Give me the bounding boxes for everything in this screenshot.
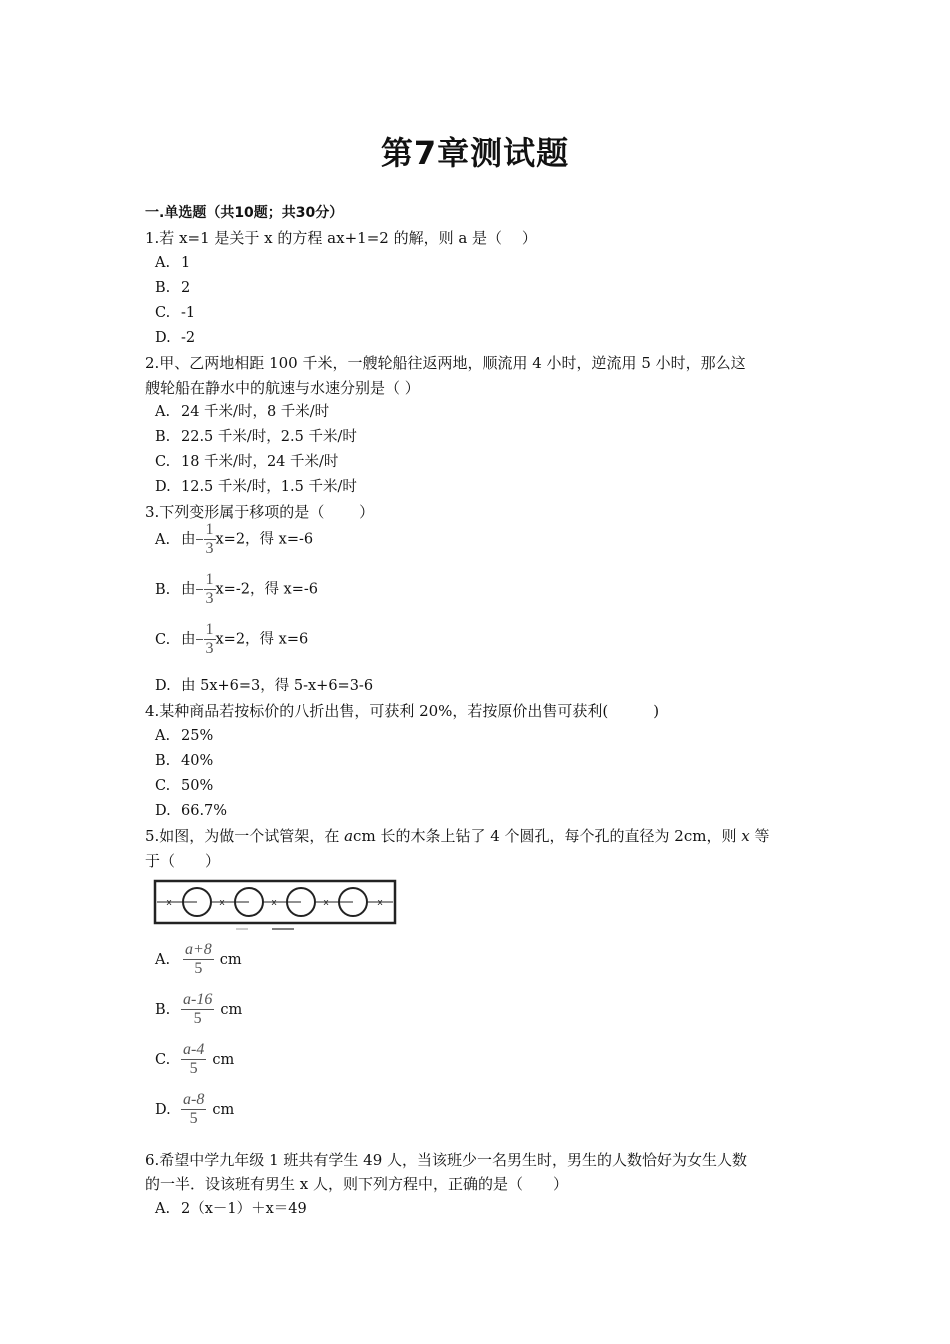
minus-sign xyxy=(196,589,203,591)
section-heading: 一.单选题（共10题；共30分） xyxy=(145,205,344,221)
question-6-stem-line-1: 6.希望中学九年级 1 班共有学生 49 人，当该班少一名男生时，男生的人数恰好为女生人数 xyxy=(145,1151,748,1169)
question-1-option-b[interactable]: B. 2 xyxy=(155,280,191,296)
question-1-stem: 1.若 x=1 是关于 x 的方程 ax+1=2 的解，则 a 是（ ） xyxy=(145,229,537,247)
question-3-option-c[interactable]: C. 由 $\frac{1}{3}$ x=2，得 x=6 xyxy=(155,621,309,657)
fraction-option-a: $\frac{a+8}{5}$ xyxy=(185,941,212,977)
fraction-option-b: $\frac{a-16}{5}$ xyxy=(183,991,213,1027)
question-4-option-c[interactable]: C. 50% xyxy=(155,778,214,794)
minus-sign xyxy=(196,539,203,541)
gap-label: x xyxy=(323,898,329,908)
question-6-stem-line-2: 的一半．设该班有男生 x 人，则下列方程中，正确的是（ ） xyxy=(145,1175,568,1193)
question-1-option-d[interactable]: D. -2 xyxy=(155,330,196,346)
test-tube-rack-figure xyxy=(152,878,402,934)
fraction-one-third: $\frac{1}{3}$ xyxy=(205,571,214,607)
question-3-option-b[interactable]: B. 由 $\frac{1}{3}$ x=-2，得 x=-6 xyxy=(155,571,319,607)
question-2-stem-line-1: 2.甲、乙两地相距 100 千米，一艘轮船往返两地，顺流用 4 小时，逆流用 5 小时，那么这 xyxy=(145,354,746,372)
question-3-option-d[interactable]: D. 由 5x+6=3，得 5-x+6=3-6 xyxy=(155,678,374,694)
question-4-option-d[interactable]: D. 66.7% xyxy=(155,803,228,819)
question-5-option-b[interactable]: B. $\frac{a-16}{5}$ cm xyxy=(155,991,243,1027)
question-3-option-a[interactable]: A. 由 $\frac{1}{3}$ x=2，得 x=-6 xyxy=(155,521,314,557)
fraction-one-third: $\frac{1}{3}$ xyxy=(205,521,214,557)
minus-sign xyxy=(196,639,203,641)
fraction-option-d: $\frac{a-8}{5}$ xyxy=(183,1091,205,1127)
question-5-option-a[interactable]: A. $\frac{a+8}{5}$ cm xyxy=(155,941,242,977)
question-6-option-a[interactable]: A. 2（x－1）＋x＝49 xyxy=(155,1201,307,1217)
fraction-one-third: $\frac{1}{3}$ xyxy=(205,621,214,657)
question-2-option-d[interactable]: D. 12.5 千米/时，1.5 千米/时 xyxy=(155,479,357,495)
question-2-option-c[interactable]: C. 18 千米/时，24 千米/时 xyxy=(155,454,339,470)
question-4-option-a[interactable]: A. 25% xyxy=(155,728,214,744)
question-4-stem: 4.某种商品若按标价的八折出售，可获利 20%，若按原价出售可获利( ) xyxy=(145,702,660,720)
question-4-option-b[interactable]: B. 40% xyxy=(155,753,214,769)
question-5-option-c[interactable]: C. $\frac{a-4}{5}$ cm xyxy=(155,1041,235,1077)
question-5-stem-line-1: 5.如图，为做一个试管架，在 acm 长的木条上钻了 4 个圆孔，每个孔的直径为 2cm，则 x 等 xyxy=(145,827,770,845)
page-title: 第7章测试题 xyxy=(380,134,570,172)
question-1-option-a[interactable]: A. 1 xyxy=(155,255,191,271)
gap-label: x xyxy=(166,898,172,908)
gap-label: x xyxy=(271,898,277,908)
question-3-stem: 3.下列变形属于移项的是（ ） xyxy=(145,503,375,521)
question-2-option-b[interactable]: B. 22.5 千米/时，2.5 千米/时 xyxy=(155,429,357,445)
question-2-option-a[interactable]: A. 24 千米/时，8 千米/时 xyxy=(155,404,330,420)
question-5-stem-line-2: 于（ ） xyxy=(145,852,221,870)
gap-label: x xyxy=(377,898,383,908)
question-1-option-c[interactable]: C. -1 xyxy=(155,305,196,321)
question-5-option-d[interactable]: D. $\frac{a-8}{5}$ cm xyxy=(155,1091,235,1127)
fraction-option-c: $\frac{a-4}{5}$ xyxy=(183,1041,205,1077)
gap-label: x xyxy=(219,898,225,908)
question-2-stem-line-2: 艘轮船在静水中的航速与水速分别是（ ） xyxy=(145,379,420,397)
